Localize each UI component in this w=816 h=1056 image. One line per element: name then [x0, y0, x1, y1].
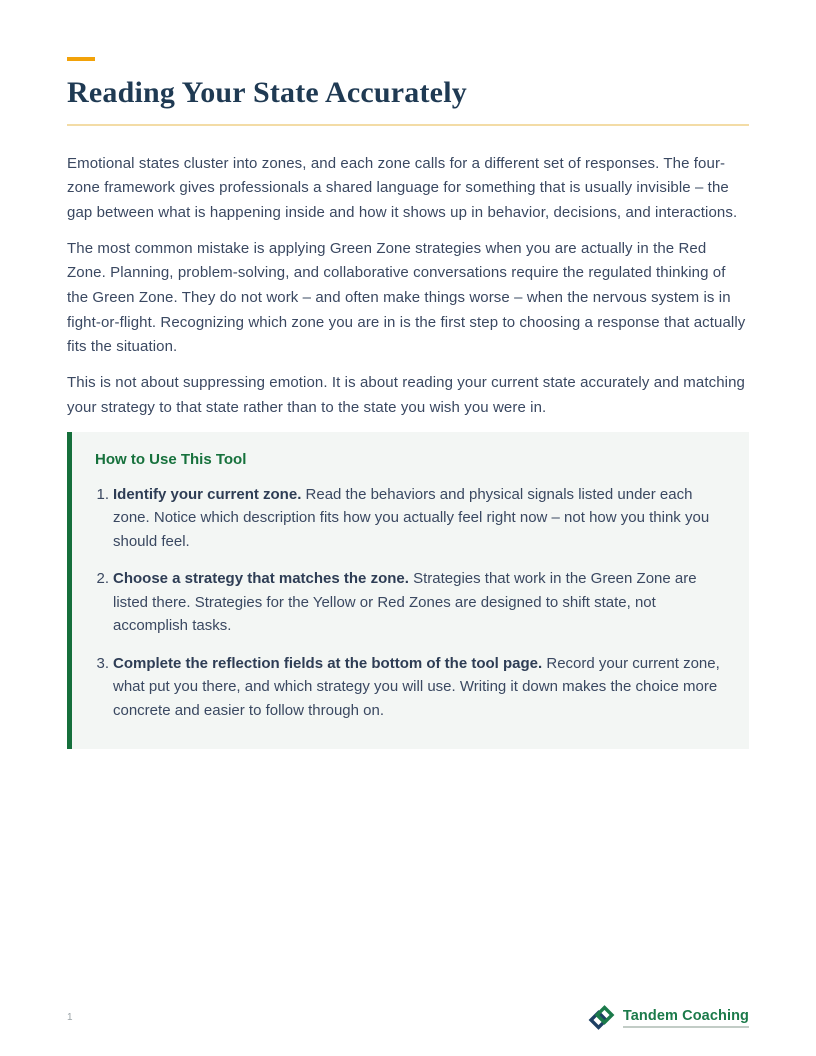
instruction-lead: Identify your current zone. [113, 485, 302, 503]
page-number: 1 [67, 1012, 73, 1023]
page-title: Reading Your State Accurately [67, 76, 749, 126]
instruction-lead: Complete the reflection fields at the bottom of the tool page. [113, 654, 543, 672]
summary-paragraph: This is not about suppressing emotion. It is about reading your current state accurately and matching your strategy to that state rather than to the state you wish you were in. [67, 374, 745, 416]
instruction-lead: Choose a strategy that matches the zone. [113, 570, 409, 588]
tandem-diamonds-icon [588, 1004, 615, 1031]
instruction-detail: Strategies that work in the Green Zone are listed there. Strategies for the Yellow or Red Zones are designed to shift state, not accomplish tasks. [113, 570, 697, 635]
brand-name: Tandem Coaching [623, 1008, 749, 1028]
intro-paragraph: Emotional states cluster into zones, and each zone calls for a different set of responses. The four-zone framework gives professionals a shared language for something that is usually invisible – the gap between what is happening inside and how it shows up in behavior, decisions, and interactions. [67, 154, 738, 221]
instruction-detail: Record your current zone, what put you there, and which strategy you will use. Writing it down makes the choice more concrete and easier to follow through on. [113, 654, 720, 719]
list-marker: 3. [96, 654, 109, 672]
instruction-list [95, 483, 727, 723]
mistake-paragraph: The most common mistake is applying Green Zone strategies when you are actually in the Red Zone. Planning, problem-solving, and collaborative conversations require the regulated thinking of the Green Zone. They do not work – and often make things worse – when the nervous system is in fight-or-flight. Recognizing which zone you are in is the first step to choosing a response that actually fits the situation. [67, 239, 746, 356]
how-to-use-callout [67, 432, 749, 750]
document-body [67, 152, 749, 750]
instruction-text [113, 483, 727, 554]
brand-logo [588, 1004, 749, 1031]
instruction-item-2 [95, 567, 727, 638]
instruction-detail: Read the behaviors and physical signals listed under each zone. Notice which description fits how you actually feel right now – not how you think you should feel. [113, 485, 710, 550]
instruction-item-1 [95, 483, 727, 554]
instruction-text [113, 567, 727, 638]
document-header [67, 57, 749, 126]
instruction-text [113, 652, 727, 723]
accent-bar [67, 57, 95, 61]
list-marker: 1. [96, 485, 109, 503]
list-marker: 2. [96, 570, 109, 588]
instruction-item-3 [95, 652, 727, 723]
callout-title: How to Use This Tool [95, 450, 247, 468]
